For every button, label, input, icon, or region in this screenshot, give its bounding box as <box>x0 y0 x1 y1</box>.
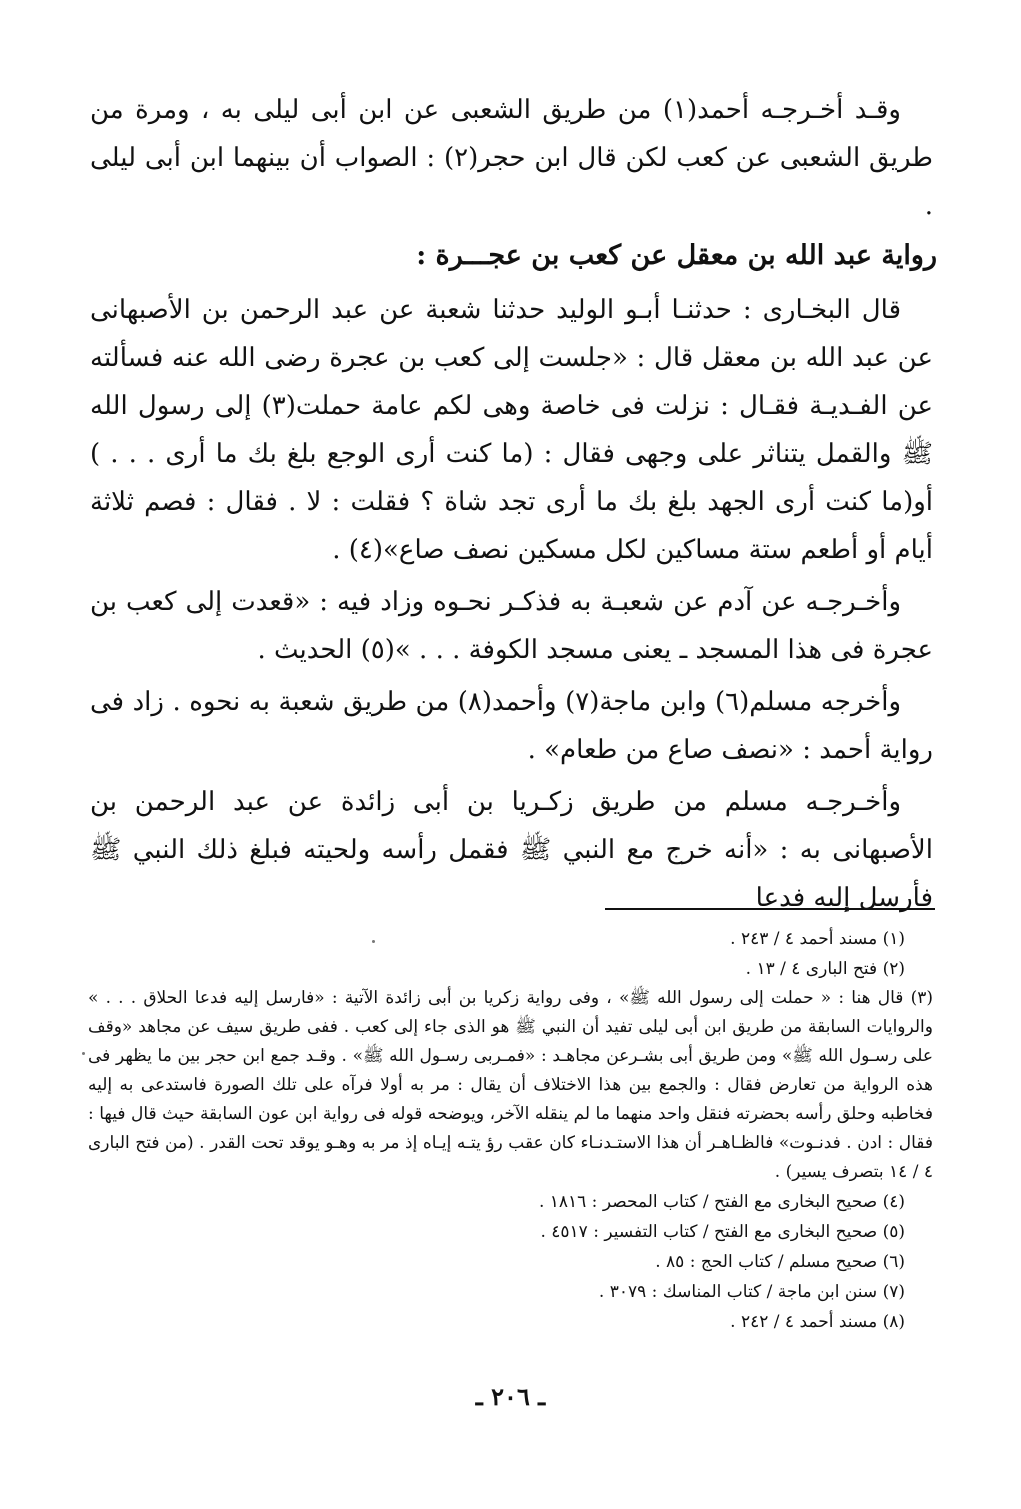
footnote-5: (٥) صحيح البخارى مع الفتح / كتاب التفسير : ٤٥١٧ . <box>540 1222 905 1242</box>
footnote-7: (٧) سنن ابن ماجة / كتاب المناسك : ٣٠٧٩ . <box>598 1282 905 1302</box>
scan-speck <box>82 1052 85 1055</box>
paragraph-zakariya: وأخـرجـه مسلم من طريق زكـريا بن أبى زائدة عن عبد الرحمن بن الأصبهانى به : «أنه خرج مع النبي ﷺ فقمل رأسه ولحيته فبلغ ذلك النبي ﷺ فأرسل إليه فدعا <box>90 787 933 913</box>
footnotes <box>88 924 933 1337</box>
footnote-1: (١) مسند أحمد ٤ / ٢٤٣ . <box>730 929 905 949</box>
footnote-8: (٨) مسند أحمد ٤ / ٢٤٢ . <box>730 1312 905 1332</box>
footnote-2: (٢) فتح البارى ٤ / ١٣ . <box>745 959 905 979</box>
intro-block <box>90 86 933 234</box>
scan-speck <box>372 940 375 943</box>
paragraph-intro: وقـد أخـرجـه أحمد(١) من طريق الشعبى عن ابن أبى ليلى به ، ومرة من طريق الشعبى عن كعب لكن قال ابن حجر(٢) : الصواب أن بينهما ابن أبى ليلى . <box>90 95 933 221</box>
paragraph-muslim: وأخرجه مسلم(٦) وابن ماجة(٧) وأحمد(٨) من طريق شعبة به نحوه . زاد فى رواية أحمد : «نصف صاع من طعام» . <box>90 687 933 765</box>
section-heading: رواية عبد الله بن معقل عن كعب بن عجـــرة : <box>416 240 937 271</box>
main-text-block <box>90 286 933 926</box>
paragraph-bukhari: قال البخـارى : حدثنـا أبـو الوليد حدثنا شعبة عن عبد الرحمن بن الأصبهانى عن عبد الله بن معقل قال : «جلست إلى كعب بن عجرة رضى الله عنه فسألته عن الفـديـة فقـال : نزلت فى خاصة وهى لكم عامة حملت(٣) إلى رسول الله ﷺ والقمل يتناثر على وجهى فقال : (ما كنت أرى الوجع بلغ بك ما أرى . . . ) أو(ما كنت أرى الجهد بلغ بك ما أرى تجد شاة ؟ فقلت : لا . فقال : فصم ثلاثة أيام أو أطعم ستة مساكين لكل مسكين نصف صاع»(٤) . <box>90 295 933 565</box>
footnote-3: (٣) قال هنا : « حملت إلى رسول الله ﷺ» ، وفى رواية زكريا بن أبى زائدة الآتية : «فارسل إليه فدعا الحلاق . . . » والروايات السابقة من طريق ابن أبى ليلى تفيد أن النبي ﷺ هو الذى جاء إلى كعب . ففى طريق سيف عن مجاهد «وقف على رسـول الله ﷺ» ومن طريق أبى بشـرعن مجاهـد : «فمـربى رسـول الله ﷺ» . وقـد جمع ابن حجر بين ما يظهر فى هذه الرواية من تعارض فقال : والجمع بين هذا الاختلاف أن يقال : مر به أولا فرآه على تلك الصورة فاستدعى به إليه فخاطبه وحلق رأسه بحضرته فنقل واحد منهما ما لم ينقله الآخر، ويوضحه قوله فى رواية ابن عون السابقة حيث قال فيها : فقال : ادن . فدنـوت» فالظـاهـر أن هذا الاستـدنـاء كان عقب رؤ يتـه إيـاه إذ مر به وهـو يوقد تحت القدر . (من فتح البارى ٤ / ١٤ بتصرف يسير) . <box>88 988 933 1182</box>
paragraph-adam: وأخـرجـه عن آدم عن شعبـة به فذكـر نحـوه وزاد فيه : «قعدت إلى كعب بن عجرة فى هذا المسجد ـ يعنى مسجد الكوفة . . . »(٥) الحديث . <box>90 587 933 665</box>
footnote-6: (٦) صحيح مسلم / كتاب الحج : ٨٥ . <box>655 1252 905 1272</box>
footnote-4: (٤) صحيح البخارى مع الفتح / كتاب المحصر : ١٨١٦ . <box>538 1192 905 1212</box>
footnote-separator <box>605 908 935 910</box>
page-number: ـ ٢٠٦ ـ <box>475 1382 546 1411</box>
